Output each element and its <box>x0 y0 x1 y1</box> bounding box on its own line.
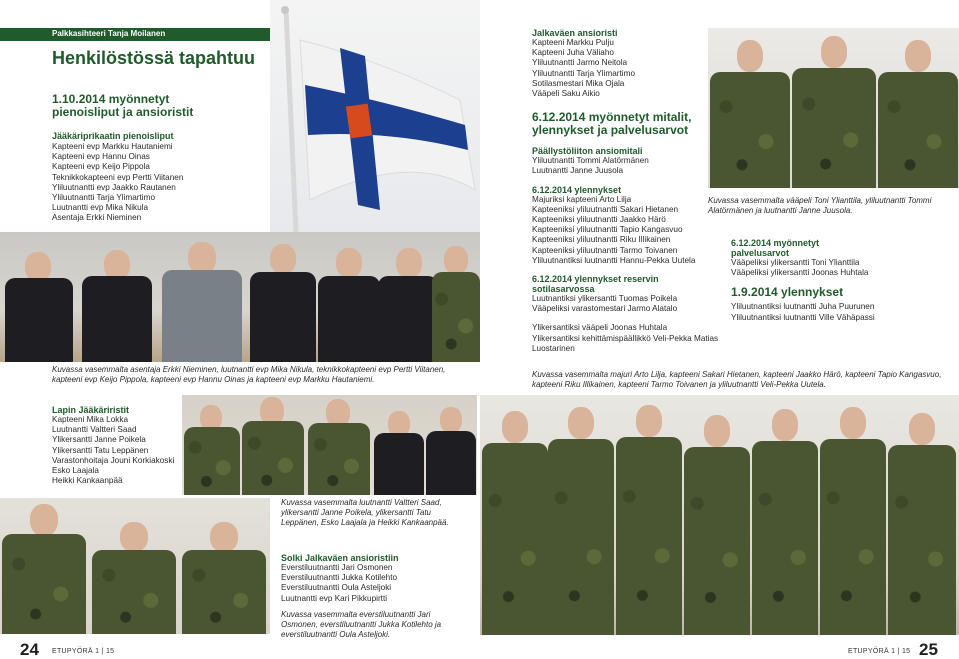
list-item: Ylikersantti Tatu Leppänen <box>52 445 149 455</box>
page-footer-right: ETUPYÖRÄ 1 | 15 <box>848 648 911 655</box>
list-item: Heikki Kankaanpää <box>52 476 123 486</box>
section-palvelusarvot <box>731 238 951 323</box>
subheading-paallystoliitto: Päällystöliiton ansiomitali <box>532 146 643 157</box>
list-item: Varastonhoitaja Jouni Korkiakoski <box>52 455 175 465</box>
list-item: Yliluutnantti evp Jaakko Rautanen <box>52 182 176 192</box>
page-number-right: 25 <box>919 640 938 659</box>
page-number-left: 24 <box>20 640 39 659</box>
list-item: Yliluutnantti Tarja Ylimartimo <box>52 193 155 203</box>
list-item: Kapteeniksi yliluutnantti Riku Illikainen <box>532 235 671 245</box>
caption-photo-4: Kuvassa vasemmalta vääpeli Toni Ylianttila, yliluutnantti Tommi Alatörmänen ja luutnantti Janne Juusola. <box>708 196 932 215</box>
subheading-solki: Solki Jalkaväen ansioristiin <box>281 553 399 563</box>
section-heading-line: ylennykset ja palvelusarvot <box>532 123 689 138</box>
section-heading-sep: 1.9.2014 ylennykset <box>731 285 844 300</box>
subheading-jalkavaki: Jalkaväen ansioristi <box>532 28 618 38</box>
list-item: Everstiluutnantti Jukka Kotilehto <box>281 573 398 583</box>
list-item: Everstiluutnantti Jari Osmonen <box>281 563 393 572</box>
list-item: Yliluutnantiksi luutnantti Ville Vähäpassi <box>731 312 875 322</box>
list-item: Kapteeniksi yliluutnantti Sakari Hietanen <box>532 204 679 214</box>
list-item: Kapteeni evp Keijo Pippola <box>52 162 150 172</box>
subheading-pienoisliput: Jääkäriprikaatin pienoisliput <box>52 131 174 141</box>
subheading-reservi: sotilasarvossa <box>532 284 595 295</box>
group-photo-2 <box>182 395 477 495</box>
flag-photo <box>270 0 480 232</box>
subheading-reservi: 6.12.2014 ylennykset reservin <box>532 274 659 285</box>
group-photo-1 <box>0 232 480 362</box>
section-jalkavaki <box>532 28 719 354</box>
list-item: Esko Laajala <box>52 466 99 476</box>
section-heading-line: 1.10.2014 myönnetyt <box>52 92 170 106</box>
list-item: Teknikkokapteeni evp Pertti Viitanen <box>52 172 184 182</box>
group-photo-4 <box>708 28 959 188</box>
section-heading-line: pienoisliput ja ansioristit <box>52 105 194 119</box>
list-item: Ylikersantiksi vääpeli Joonas Huhtala <box>532 323 668 333</box>
caption-photo-5: Kuvassa vasemmalta majuri Arto Lilja, kapteeni Sakari Hietanen, kapteeni Jaakko Härö, kapteeni Tapio Kangasvuo, kapteeni Riku Illikainen, kapteeni Tarmo Toivanen ja yliluutnantti Veli-Pekka Uutela. <box>532 370 942 389</box>
subheading-palvelusarvot: palvelusarvot <box>731 248 790 258</box>
list-item: Ylikersantiksi kehittämispäällikkö Veli-Pekka Matias <box>532 333 719 343</box>
page-title: Henkilöstössä tapahtuu <box>52 48 256 68</box>
list-item: Luutnantti evp Mika Nikula <box>52 203 149 213</box>
author-kicker: Palkkasihteeri Tanja Moilanen <box>52 29 166 38</box>
list-item: Kapteeniksi yliluutnantti Tarmo Toivanen <box>532 245 678 255</box>
group-photo-5 <box>480 395 959 635</box>
list-item: Yliluutnantti Jarmo Neitola <box>532 58 628 68</box>
section-lapin <box>52 405 182 486</box>
list-item: Kapteeniksi yliluutnantti Tapio Kangasvuo <box>532 225 683 235</box>
group-photo-3 <box>0 498 270 634</box>
list-item: Luutnantti Janne Juusola <box>532 166 624 176</box>
list-item: Luutnantti evp Kari Pikkupirtti <box>281 593 388 603</box>
caption-photo-1: Kuvassa vasemmalta asentaja Erkki Nieminen, luutnantti evp Mika Nikula, teknikkokapteeni evp Pertti Viitanen, kapteeni evp Keijo Pippola, kapteeni evp Hannu Oinas ja kapteeni evp Markku Hautaniemi. <box>52 365 446 384</box>
list-item: Luutnantti Valtteri Saad <box>52 425 137 435</box>
list-item: Kapteeniksi yliluutnantti Jaakko Härö <box>532 215 666 225</box>
list-item: Asentaja Erkki Nieminen <box>52 213 142 223</box>
list-item: Vääpeliksi ylikersantti Toni Ylianttila <box>731 258 860 267</box>
list-item: Kapteeni evp Markku Hautaniemi <box>52 142 173 151</box>
caption-photo-3: Kuvassa vasemmalta everstiluutnantti Jari Osmonen, everstiluutnantti Jukka Kotilehto ja everstiluutnantti Oula Asteljoki. <box>281 610 442 639</box>
list-item: Yliluutnantiksi luutnantti Juha Puurunen <box>731 302 875 312</box>
subheading-ylennykset: 6.12.2014 ylennykset <box>532 184 622 195</box>
list-item: Yliluutnantti Tarja Ylimartimo <box>532 68 635 78</box>
section-solki <box>281 553 461 604</box>
list-item: Everstiluutnantti Oula Asteljoki <box>281 583 392 593</box>
section-heading-line: 6.12.2014 myönnetyt mitalit, <box>532 110 692 125</box>
list-item: Kapteeni evp Hannu Oinas <box>52 152 150 162</box>
caption-photo-2: Kuvassa vasemmalta luutnantti Valtteri Saad, ylikersantti Janne Poikela, ylikersantti Tatu Leppänen, Esko Laajala ja Heikki Kankaanpää. <box>281 498 449 527</box>
list-item: Kapteeni Markku Pulju <box>532 38 614 47</box>
subheading-palvelusarvot: 6.12.2014 myönnetyt <box>731 238 820 248</box>
list-item: Kapteeni Mika Lokka <box>52 415 129 424</box>
list-item: Yliluutnantiksi luutnantti Hannu-Pekka Uutela <box>532 255 696 265</box>
list-item: Majuriksi kapteeni Arto Lilja <box>532 194 632 204</box>
section-1 <box>52 93 262 224</box>
list-item: Vääpeliksi ylikersantti Joonas Huhtala <box>731 268 869 278</box>
list-item: Luostarinen <box>532 343 575 353</box>
finnish-flag-icon <box>270 0 480 232</box>
page-footer-left: ETUPYÖRÄ 1 | 15 <box>52 648 115 655</box>
list-item: Vääpeliksi varastomestari Jarmo Alatalo <box>532 304 678 314</box>
list-item: Sotilasmestari Mika Ojala <box>532 78 625 88</box>
list-item: Ylikersantti Janne Poikela <box>52 435 146 445</box>
list-item: Vääpeli Saku Aikio <box>532 89 600 99</box>
list-item: Luutnantiksi ylikersantti Tuomas Poikela <box>532 294 678 304</box>
list-item: Yliluutnantti Tommi Alatörmänen <box>532 156 649 166</box>
list-item: Kapteeni Juha Väliaho <box>532 48 614 58</box>
subheading-lapin: Lapin Jääkäriristit <box>52 405 130 415</box>
